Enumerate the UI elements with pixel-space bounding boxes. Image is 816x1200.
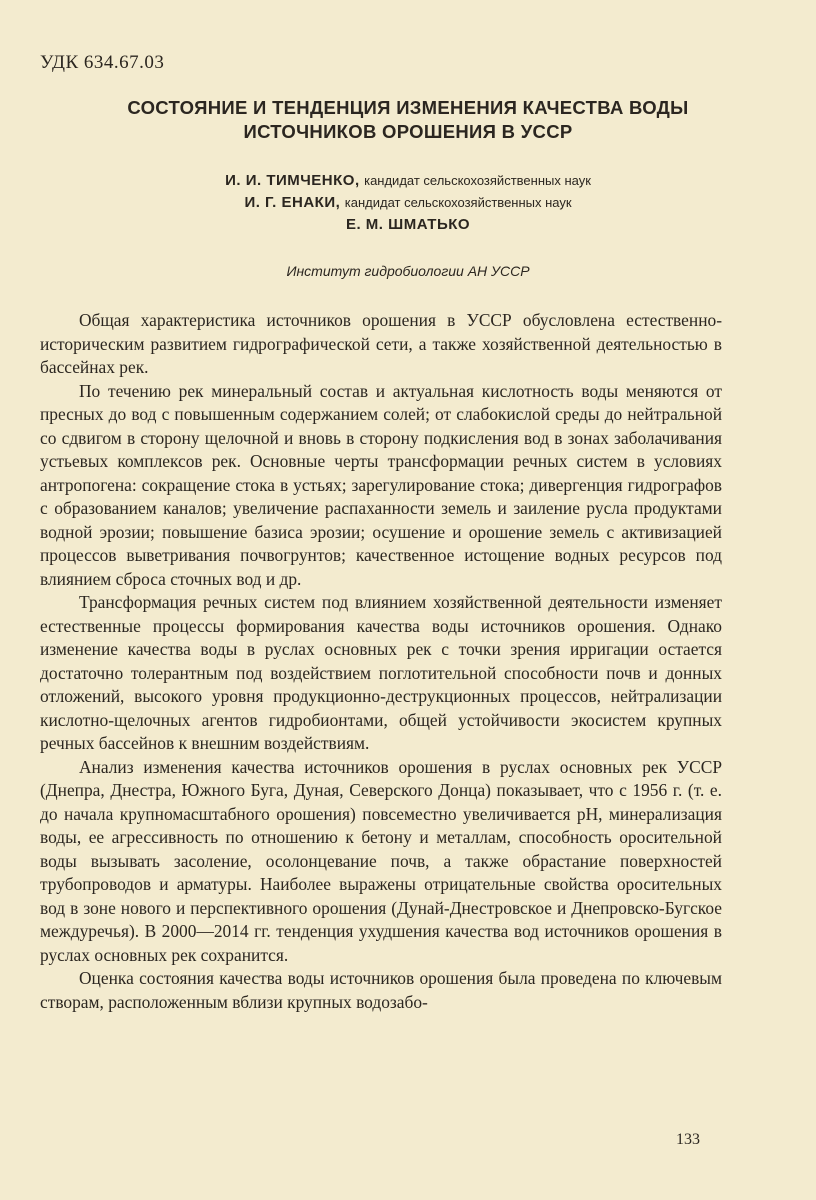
affiliation: Институт гидробиологии АН УССР bbox=[286, 263, 530, 279]
author-name: И. И. ТИМЧЕНКО, bbox=[225, 172, 360, 189]
author-line bbox=[60, 214, 756, 236]
author-line bbox=[60, 170, 756, 192]
article-body bbox=[40, 309, 722, 1014]
paragraph: Оценка состояния качества воды источников орошения была проведена по ключевым створам, расположенным вблизи крупных водозабо- bbox=[40, 968, 722, 1012]
author-list bbox=[60, 170, 756, 236]
page-number: 133 bbox=[676, 1131, 700, 1148]
title-line: ИСТОЧНИКОВ ОРОШЕНИЯ В УССР bbox=[243, 121, 573, 142]
paragraph: Анализ изменения качества источников орошения в руслах основных рек УССР (Днепра, Днестра, Южного Буга, Дуная, Северского Донца) показывает, что с 1956 г. (т. е. до начала крупномасштабного орошения) повсеместно увеличивается рН, минерализация воды, ее агрессивность по отношению к бетону и металлам, способность оросительной воды вызывать засоление, осолонцевание почв, а также обрастание поверхностей трубопроводов и арматуры. Наиболее выражены отрицательные свойства оросительных вод в зоне нового и перспективного орошения (Дунай-Днестровское и Днепровско-Бугское междуречья). В 2000—2014 гг. тенденция ухудшения качества вод источников орошения в руслах основных рек сохранится. bbox=[40, 756, 722, 965]
paragraph: Общая характеристика источников орошения в УССР обусловлена естественно-историческим развитием гидрографической сети, а также хозяйственной деятельностью в бассейнах рек. bbox=[40, 310, 722, 377]
author-name: Е. М. ШМАТЬКО bbox=[345, 216, 471, 233]
article-title bbox=[60, 96, 756, 144]
paragraph: Трансформация речных систем под влиянием хозяйственной деятельности изменяет естественные процессы формирования качества воды источников орошения. Однако изменение качества воды в руслах основных рек с точки зрения ирригации остается достаточно толерантным под воздействием поглотительной способности почв и донных отложений, высокого уровня продукционно-деструкционных процессов, нейтрализации кислотно-щелочных агентов гидробионтами, общей устойчивости экосистем крупных речных бассейнов к внешним воздействиям. bbox=[40, 592, 722, 753]
udc-code: УДК 634.67.03 bbox=[40, 52, 165, 73]
author-name: И. Г. ЕНАКИ, bbox=[244, 194, 341, 211]
title-line: СОСТОЯНИЕ И ТЕНДЕНЦИЯ ИЗМЕНЕНИЯ КАЧЕСТВА ВОДЫ bbox=[127, 97, 689, 118]
author-degree: кандидат сельскохозяйственных наук bbox=[364, 173, 591, 188]
author-line bbox=[60, 192, 756, 214]
paragraph: По течению рек минеральный состав и актуальная кислотность воды меняются от пресных до вод с повышенным содержанием солей; от слабокислой среды до нейтральной со сдвигом в сторону щелочной и вновь в сторону подкисления вод в зонах заболачивания устьевых комплексов рек. Основные черты трансформации речных систем в условиях антропогена: сокращение стока в устьях; зарегулирование стока; дивергенция гидрографов с образованием каналов; увеличение распаханности земель и заиление русла продуктами водной эрозии; повышение базиса эрозии; осушение и орошение земель с активизацией процессов выветривания почвогрунтов; качественное истощение водных ресурсов под влиянием сброса сточных вод и др. bbox=[40, 380, 722, 589]
author-degree: кандидат сельскохозяйственных наук bbox=[344, 195, 572, 210]
